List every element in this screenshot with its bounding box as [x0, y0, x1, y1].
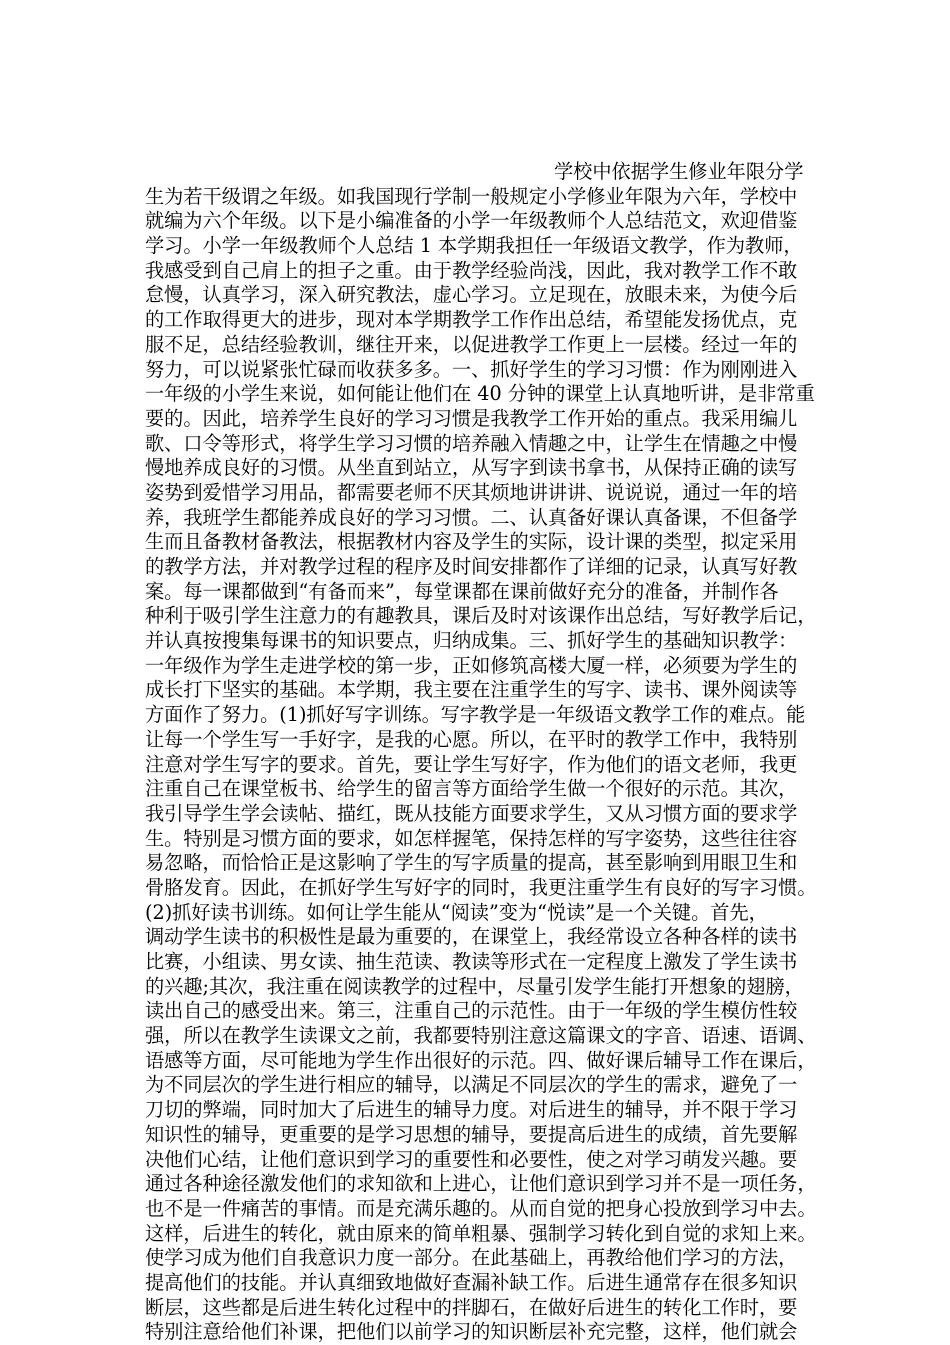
document-text-line: 语感等方面，尽可能地为学生作出很好的示范。四、做好课后辅导工作在课后， — [145, 1048, 817, 1072]
document-text-line: 使学习成为他们自我意识力度一部分。在此基础上，再教给他们学习的方法， — [145, 1246, 798, 1270]
document-text-line: 的兴趣;其次，我注重在阅读教学的过程中，尽量引发学生能打开想象的翅膀， — [145, 974, 804, 998]
document-first-line: 学校中依据学生修业年限分学 — [554, 160, 804, 183]
document-text-line: 易忽略，而恰恰正是这影响了学生的写字质量的提高，甚至影响到用眼卫生和 — [145, 851, 798, 875]
document-text-line: 服不足，总结经验教训，继往开来，以促进教学工作更上一层楼。经过一年的 — [145, 332, 798, 356]
document-text-line: 努力，可以说紧张忙碌而收获多多。一、抓好学生的学习习惯：作为刚刚进入 — [145, 357, 798, 381]
document-text-line: 方面作了努力。(1)抓好写字训练。写字教学是一年级语文教学工作的难点。能 — [145, 703, 806, 727]
document-text-line: 断层，这些都是后进生转化过程中的拌脚石，在做好后进生的转化工作时，要 — [145, 1295, 798, 1319]
document-text-line: 强，所以在教学生读课文之前，我都要特别注意这篇课文的字音、语速、语调、 — [145, 1024, 817, 1048]
document-text-line: 知识性的辅导，更重要的是学习思想的辅导，要提高后进生的成绩，首先要解 — [145, 1122, 798, 1146]
document-text-line: 比赛，小组读、男女读、抽生范读、教读等形式在一定程度上激发了学生读书 — [145, 950, 798, 973]
document-text-line: 并认真按搜集每课书的知识要点，归纳成集。三、抓好学生的基础知识教学： — [145, 629, 798, 653]
document-text-line: 养，我班学生都能养成良好的学习习惯。二、认真备好课认真备课，不但备学 — [145, 505, 798, 529]
document-text-line: 提高他们的技能。并认真细致地做好查漏补缺工作。后进生通常存在很多知识 — [145, 1270, 798, 1294]
document-text-line: 刀切的弊端，同时加大了后进生的辅导力度。对后进生的辅导，并不限于学习 — [145, 1098, 798, 1122]
document-text-line: 学习。小学一年级教师个人总结 1 本学期我担任一年级语文教学，作为教师， — [145, 234, 803, 258]
document-text-line: 姿势到爱惜学习用品，都需要老师不厌其烦地讲讲讲、说说说，通过一年的培 — [145, 480, 798, 504]
document-text-line: 特别注意给他们补课，把他们以前学习的知识断层补充完整，这样，他们就会 — [145, 1320, 798, 1344]
document-text-line: 的工作取得更大的进步，现对本学期教学工作作出总结，希望能发扬优点，克 — [145, 308, 798, 332]
document-text-line: 读出自己的感受出来。第三，注重自己的示范性。由于一年级的学生模仿性较 — [145, 999, 798, 1023]
document-text-line: 调动学生读书的积极性是最为重要的，在课堂上，我经常设立各种各样的读书 — [145, 925, 798, 949]
document-text-line: 一年级的小学生来说，如何能让他们在 40 分钟的课堂上认真地听讲，是非常重 — [145, 382, 815, 406]
document-text-line: 通过各种途径激发他们的求知欲和上进心，让他们意识到学习并不是一项任务， — [145, 1172, 817, 1196]
document-text-line: 歌、口令等形式，将学生学习习惯的培养融入情趣之中，让学生在情趣之中慢 — [145, 431, 798, 455]
document-text-line: 让每一个学生写一手好字，是我的心愿。所以，在平时的教学工作中，我特别 — [145, 727, 798, 751]
document-text-line: 的教学方法，并对教学过程的程序及时间安排都作了详细的记录，认真写好教 — [145, 555, 798, 578]
document-text-line: 我引导学生学会读帖、描红，既从技能方面要求学生，又从习惯方面的要求学 — [145, 801, 798, 825]
document-text-line: 生。特别是习惯方面的要求，如怎样握笔，保持怎样的写字姿势，这些往往容 — [145, 826, 798, 850]
document-text-line: 为不同层次的学生进行相应的辅导，以满足不同层次的学生的需求，避免了一 — [145, 1073, 798, 1097]
document-text-line: 骨胳发育。因此，在抓好学生写好字的同时，我更注重学生有良好的写字习惯。 — [145, 875, 817, 899]
document-text-line: 慢地养成良好的习惯。从坐直到站立，从写字到读书拿书，从保持正确的读写 — [145, 456, 798, 480]
document-text-line: 注意对学生写字的要求。首先，要让学生写好字，作为他们的语文老师，我更 — [145, 752, 798, 776]
document-text-line: 这样，后进生的转化，就由原来的简单粗暴、强制学习转化到自觉的求知上来。 — [145, 1221, 817, 1245]
document-text-line: 案。每一课都做到“有备而来”，每堂课都在课前做好充分的准备，并制作各 — [145, 579, 779, 603]
document-text-line: 怠慢，认真学习，深入研究教法，虚心学习。立足现在，放眼未来，为使今后 — [145, 283, 798, 307]
document-text-line: 就编为六个年级。以下是小编准备的小学一年级教师个人总结范文，欢迎借鉴 — [145, 209, 798, 233]
document-text-line: (2)抓好读书训练。如何让学生能从“阅读”变为“悦读”是一个关键。首先， — [145, 900, 768, 924]
document-text-line: 我感受到自己肩上的担子之重。由于教学经验尚浅，因此，我对教学工作不敢 — [145, 258, 798, 282]
document-text-line: 也不是一件痛苦的事情。而是充满乐趣的。从而自觉的把身心投放到学习中去。 — [145, 1196, 817, 1220]
document-text-line: 决他们心结，让他们意识到学习的重要性和必要性，使之对学习萌发兴趣。要 — [145, 1147, 798, 1171]
document-text-line: 生而且备教材备教法，根据教材内容及学生的实际，设计课的类型，拟定采用 — [145, 530, 798, 554]
document-text-line: 种利于吸引学生注意力的有趣教具，课后及时对该课作出总结，写好教学后记， — [145, 604, 817, 628]
document-text-line: 注重自己在课堂板书、给学生的留言等方面给学生做一个很好的示范。其次， — [145, 777, 798, 801]
document-body-text — [145, 160, 815, 1345]
document-text-line: 生为若干级谓之年级。如我国现行学制一般规定小学修业年限为六年，学校中 — [145, 184, 798, 208]
document-text-line: 要的。因此，培养学生良好的学习习惯是我教学工作开始的重点。我采用编儿 — [145, 406, 798, 430]
document-text-line: 一年级作为学生走进学校的第一步，正如修筑高楼大厦一样，必须要为学生的 — [145, 653, 798, 677]
document-text-line: 成长打下坚实的基础。本学期，我主要在注重学生的写字、读书、课外阅读等 — [145, 678, 798, 702]
